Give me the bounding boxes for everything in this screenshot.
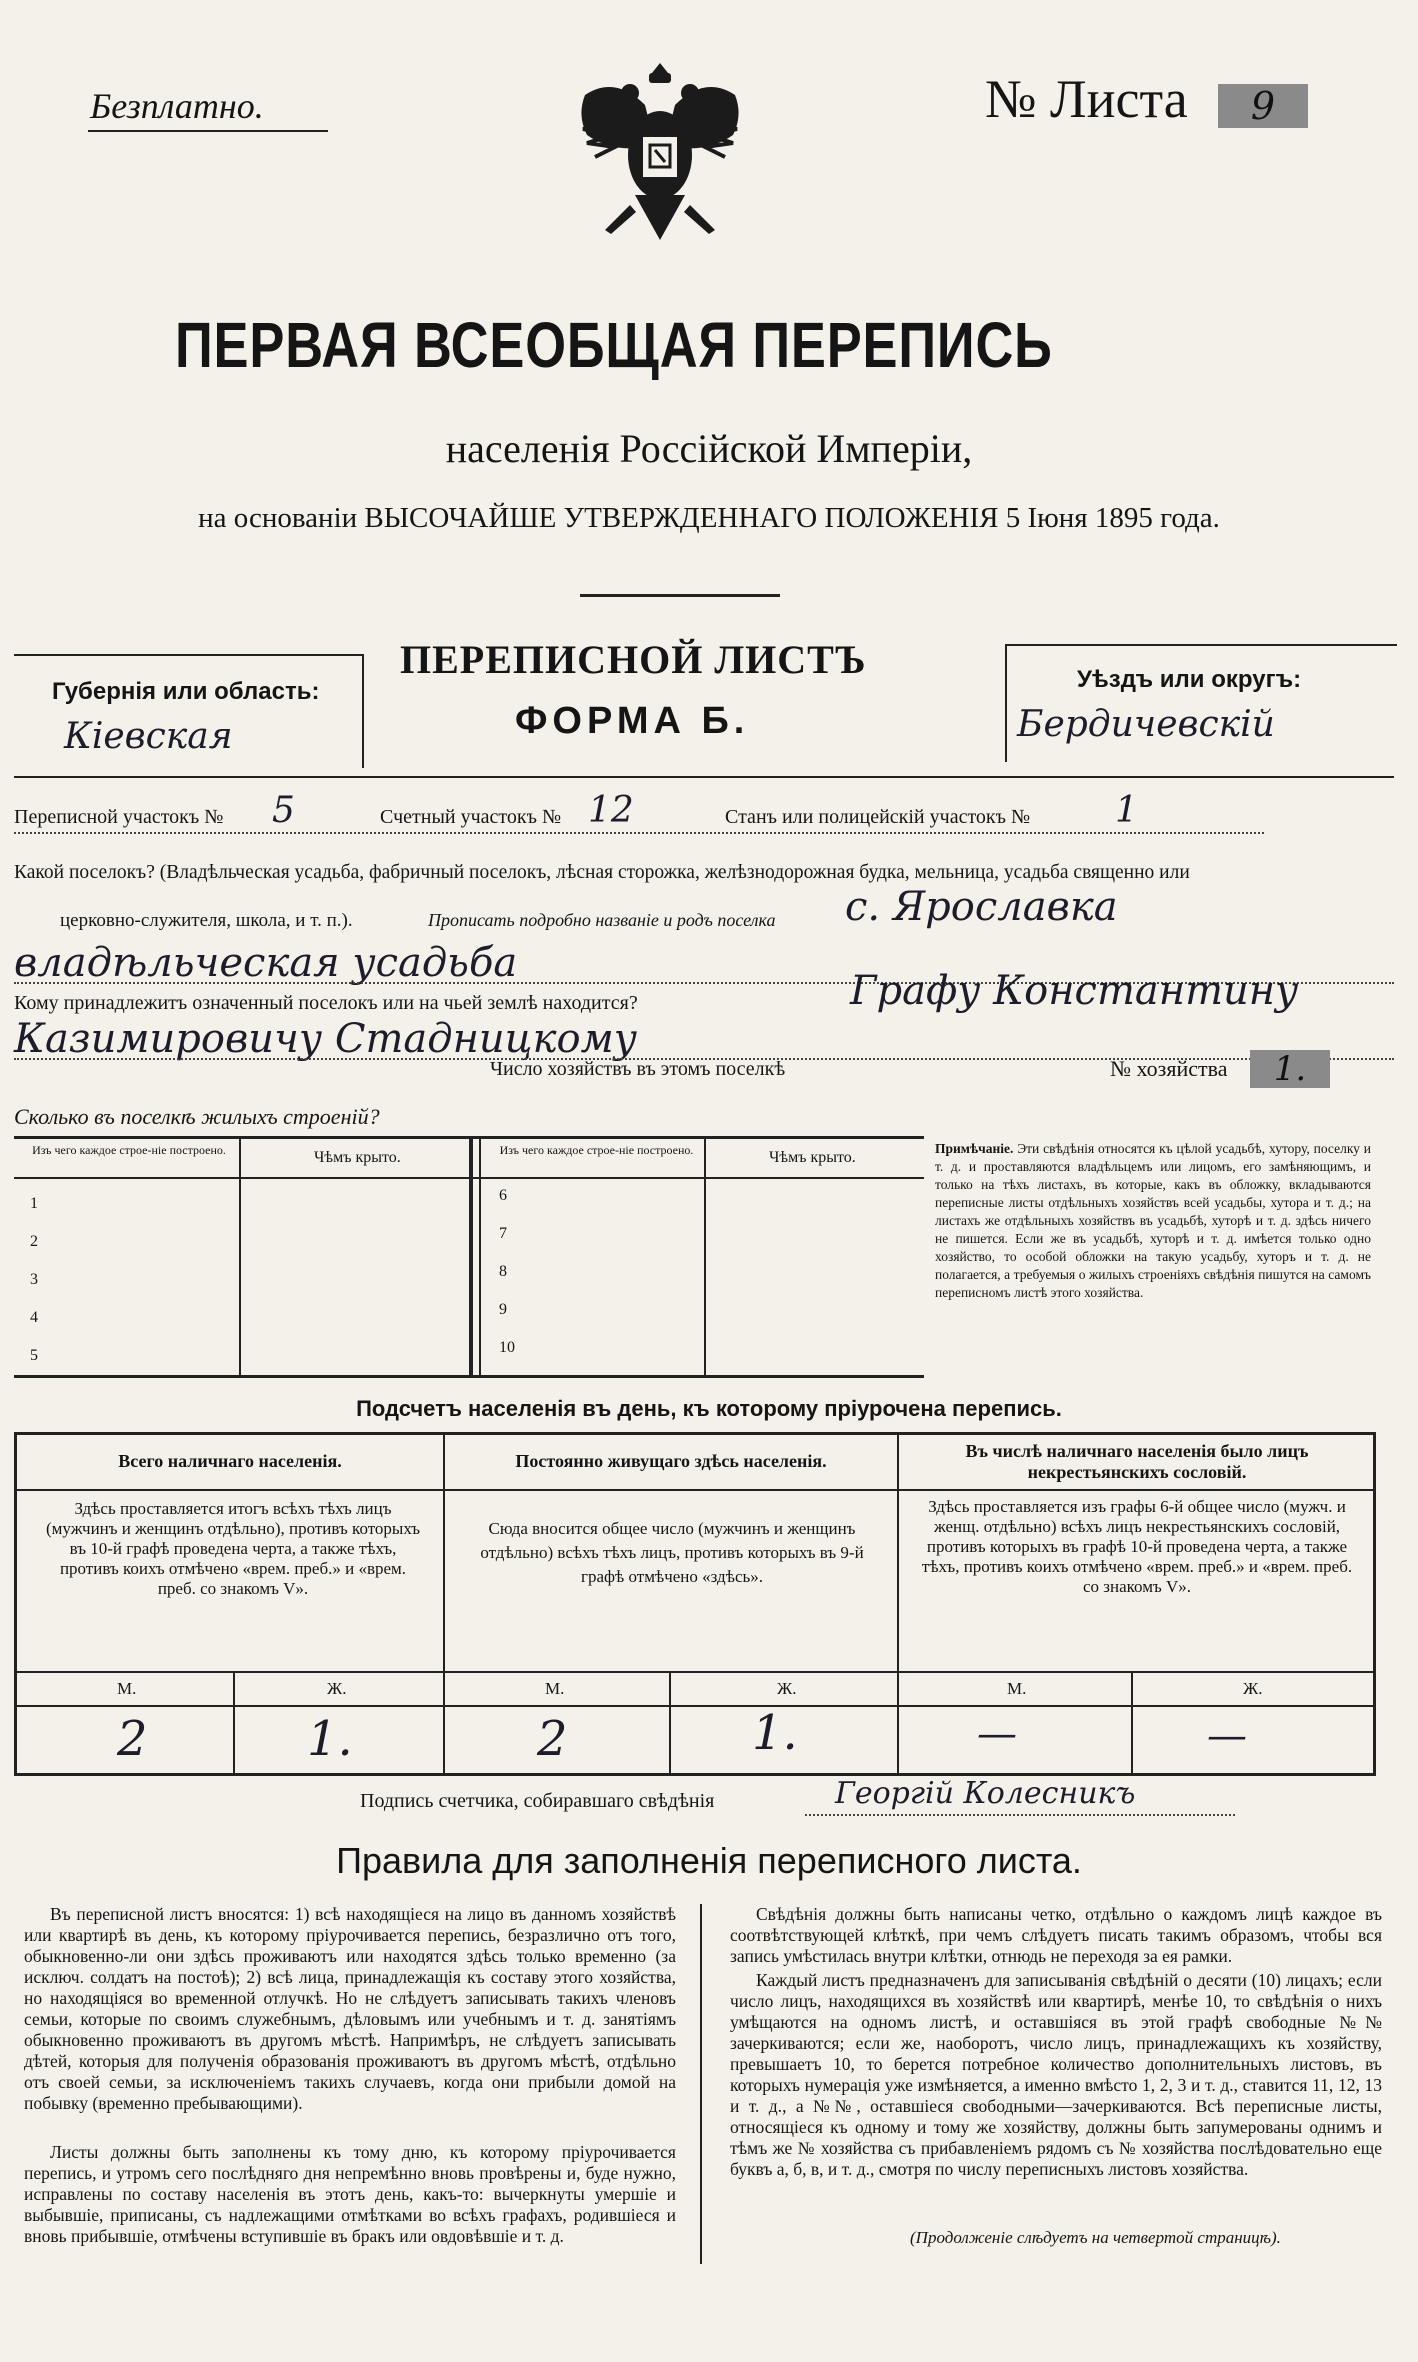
district-label: Уѣздъ или округъ: <box>1077 666 1302 693</box>
buildings-row-number: 2 <box>30 1233 38 1250</box>
count-col-nonpeasant-text: Здѣсь проставляется изъ графы 6-й общее число (мужч. и женщ. отдѣльно) всѣхъ лицъ некрестьянскихъ сословій, противъ которыхъ въ графѣ 10-й проведена черта, а также тѣхъ, противъ коихъ отмѣчено «врем. преб.» и «врем. преб. со знакомъ V». <box>921 1497 1353 1596</box>
double-headed-eagle-emblem-icon <box>575 55 745 255</box>
sheet-number-value: 9 <box>1218 84 1308 128</box>
document-subtitle: населенія Россійской Имперіи, <box>445 426 973 471</box>
sheet-number-label: № Листа <box>985 69 1188 129</box>
buildings-row-number: 1 <box>30 1195 38 1212</box>
district-box <box>1005 644 1397 762</box>
note-title: Примѣчаніе. <box>935 1141 1014 1156</box>
dotted-line <box>14 832 1264 834</box>
buildings-row-number: 3 <box>30 1271 38 1288</box>
form-title: ПЕРЕПИСНОЙ ЛИСТЪ <box>400 637 867 682</box>
nonpeasant-female-value: — <box>1207 1713 1247 1759</box>
signature-line <box>805 1814 1235 1816</box>
total-male-value: 2 <box>117 1711 148 1767</box>
rules-title: Правила для заполненія переписного листа. <box>336 1840 1082 1881</box>
buildings-row-number: 9 <box>499 1301 507 1318</box>
buildings-col-roof: Чѣмъ крыто. <box>314 1149 401 1166</box>
divider <box>14 776 1394 778</box>
buildings-col-material: Изъ чего каждое строе-ніе построено. <box>499 1143 694 1157</box>
settlement-hint: Прописать подробно названіе и родъ поселка <box>428 910 776 930</box>
document-title: ПЕРВАЯ ВСЕОБЩАЯ ПЕРЕПИСЬ <box>175 309 1053 381</box>
camp-label: Станъ или полицейскій участокъ № <box>725 806 1031 828</box>
document-basis: на основаніи ВЫСОЧАЙШЕ УТВЕРЖДЕННАГО ПОЛОЖЕНІЯ 5 Іюня 1895 года. <box>198 502 1220 534</box>
female-header: Ж. <box>327 1679 347 1698</box>
female-header: Ж. <box>1243 1679 1263 1698</box>
resident-female-value: 1. <box>752 1705 798 1761</box>
count-col-total-text: Здѣсь проставляется итогъ всѣхъ тѣхъ лицъ (мужчинъ и женщинъ отдѣльно), противъ которыхъ въ 10-й графѣ проведена черта, а также тѣхъ, противъ коихъ отмѣчено «врем. преб.» и «врем. преб. со знакомъ V». <box>46 1499 420 1598</box>
buildings-table <box>14 1136 924 1378</box>
divider <box>580 594 780 597</box>
buildings-row-number: 7 <box>499 1225 507 1242</box>
owner-value-line1: Графу Константину <box>850 968 1299 1014</box>
male-header: М. <box>545 1679 565 1698</box>
nonpeasant-male-value: — <box>977 1711 1017 1757</box>
count-area-value: 12 <box>588 790 634 831</box>
settlement-question-cont: церковно-служителя, школа, и т. п.). <box>60 910 353 931</box>
total-female-value: 1. <box>307 1711 353 1767</box>
count-col-resident-text: Сюда вносится общее число (мужчинъ и женщинъ отдѣльно) всѣхъ тѣхъ лицъ, противъ которыхъ въ 9-й графѣ отмѣчено «здѣсь». <box>480 1519 864 1586</box>
female-header: Ж. <box>777 1679 797 1698</box>
note-block <box>935 1140 1371 1302</box>
signature-value: Георгiй Колесникъ <box>835 1776 1136 1811</box>
rules-right-paragraph-2: Каждый листъ предназначенъ для записыванія свѣдѣній о десяти (10) лицахъ; если число лицъ, находящихся въ хозяйствѣ или квартирѣ, менѣе 10, то свѣдѣнія о нихъ умѣщаются на одномъ листѣ, и оставшіяся въ этой графѣ свободные №№ зачеркиваются; если же, наоборотъ, число лицъ, принадлежащихъ къ хозяйству, превышаетъ 10, то берется потребное количество дополнительныхъ листовъ, въ которыхъ нумерація уже измѣняется, а именно вмѣсто 1, 2, 3 и т. д., ставится 11, 12, 13 и т. д., а №№, оставшіеся свободными—зачеркиваются. Всѣ переписные листы, относящіеся къ одному и тому же хозяйству, должны быть запумерованы однимъ и тѣмъ же № хозяйства съ прибавленіемъ рядомъ съ № хозяйства послѣдовательно еще буквъ а, б, в, и т. д., смотря по числу переписныхъ листовъ хозяйства. <box>730 1970 1382 2179</box>
province-box <box>14 654 364 768</box>
free-label: Безплатно. <box>90 86 264 126</box>
count-area-label: Счетный участокъ № <box>380 806 562 828</box>
count-table <box>14 1432 1376 1776</box>
district-value: Бердичевскiй <box>1017 704 1275 745</box>
buildings-question: Сколько въ поселкѣ жилыхъ строеній? <box>14 1104 380 1129</box>
count-col-resident-head: Постоянно живущаго здѣсь населенія. <box>515 1451 827 1471</box>
buildings-row-number: 8 <box>499 1263 507 1280</box>
count-col-nonpeasant-head: Въ числѣ наличнаго населенія было лицъ некрестьянскихъ сословій. <box>965 1441 1309 1482</box>
province-label: Губернія или область: <box>52 678 320 705</box>
rules-right-paragraph-1: Свѣдѣнія должны быть написаны четко, отдѣльно о каждомъ лицѣ каждое въ соотвѣтствующей клѣткѣ, при чемъ слѣдуетъ писать такимъ образомъ, чтобы вся запись умѣстилась внутри клѣтки, отнюдь не переходя за ея рамки. <box>730 1904 1382 1966</box>
rules-continued: (Продолженіе слѣдуетъ на четвертой страницѣ). <box>910 2228 1281 2247</box>
resident-male-value: 2 <box>537 1711 568 1767</box>
buildings-row-number: 4 <box>30 1309 38 1326</box>
rules-left-paragraph-2: Листы должны быть заполнены къ тому дню, къ которому пріурочивается перепись, и утромъ сего послѣдняго дня непремѣнно вновь провѣрены и, буде нужно, исправлены по составу населенія въ этотъ день, какъ-то: вычеркнуты умершіе и выбывшіе, приписаны, съ надлежащими отмѣтками во всѣхъ графахъ, родившіеся и вновь прибывшіе, отмѣчены вступившіе въ бракъ или овдовѣвшіе и т. д. <box>24 2142 676 2246</box>
settlement-question: Какой поселокъ? (Владѣльческая усадьба, фабричный поселокъ, лѣсная сторожка, желѣзнодорожная будка, мельница, усадьба священно или <box>14 862 1190 883</box>
province-value: Кiевская <box>64 716 233 757</box>
camp-value: 1 <box>1115 790 1138 831</box>
divider <box>88 130 328 132</box>
buildings-row-number: 10 <box>499 1339 515 1356</box>
buildings-row-number: 6 <box>499 1187 507 1204</box>
settlement-value-line2: владѣльческая усадьба <box>14 940 518 986</box>
note-text: Эти свѣдѣнія относятся къ цѣлой усадьбѣ, хутору, поселку и т. д. и проставляются владѣльцемъ или лицомъ, его замѣняющимъ, и только на тѣхъ листахъ, въ которые, какъ въ обложку, вкладываются переписные листы отдѣльныхъ хозяйствъ всей усадьбы, хутора и т. д.; на листахъ же отдѣльныхъ хозяйствъ въ усадьбѣ, хуторѣ и т. д. здѣсь ничего не пишется. Если же въ усадьбѣ, хуторѣ и т. д. имѣется только одно хозяйство, то особой обложки на такую усадьбу, хуторъ и т. д. не полагается, а требуемыя о жилыхъ строеніяхъ свѣдѣнія пишутся на самомъ переписномъ листѣ этого хозяйства. <box>935 1141 1372 1300</box>
census-area-label: Переписной участокъ № <box>14 806 224 828</box>
male-header: М. <box>1007 1679 1027 1698</box>
settlement-value-line1: с. Ярославка <box>845 884 1118 930</box>
buildings-row-number: 5 <box>30 1347 38 1364</box>
count-col-total-head: Всего наличнаго населенія. <box>118 1451 342 1471</box>
household-number-value: 1. <box>1250 1050 1330 1088</box>
rules-left-paragraph-1: Въ переписной листъ вносятся: 1) всѣ находящіеся на лицо въ данномъ хозяйствѣ или квартирѣ въ день, къ которому пріурочивается перепись, безразлично отъ того, обыкновенно-ли они здѣсь проживаютъ или находятся здѣсь только временно (за исключ. солдатъ на постоѣ); 2) всѣ лица, принадлежащія къ составу этого хозяйства, но находящіяся во временной отлучкѣ. Но не слѣдуетъ записывать такихъ членовъ семьи, которые по своимъ служебнымъ, дѣловымъ или учебнымъ и т. д. занятіямъ обыкновенно проживаютъ въ другомъ мѣстѣ. Напримѣръ, не слѣдуетъ записывать дѣтей, которыя для полученія образованія проживаютъ въ другомъ мѣстѣ, отдѣльно отъ своей семьи, за исключеніемъ такихъ случаевъ, когда они прибыли домой на побывку (временно пребывающими). <box>24 1904 676 2113</box>
owner-question: Кому принадлежитъ означенный поселокъ или на чьей землѣ находится? <box>14 992 638 1014</box>
male-header: М. <box>117 1679 137 1698</box>
buildings-col-material: Изъ чего каждое строе-ніе построено. <box>32 1143 226 1157</box>
column-divider <box>700 1904 702 2264</box>
owner-value-line2: Казимировичу Стадницкому <box>14 1016 637 1062</box>
buildings-col-roof: Чѣмъ крыто. <box>769 1149 856 1166</box>
census-area-value: 5 <box>272 790 295 831</box>
form-name: ФОРМА Б. <box>515 700 750 742</box>
households-label: Число хозяйствъ въ этомъ поселкѣ <box>490 1058 786 1080</box>
signature-label: Подпись счетчика, собиравшаго свѣдѣнія <box>360 1790 715 1812</box>
count-heading: Подсчетъ населенія въ день, къ которому пріурочена перепись. <box>356 1396 1062 1421</box>
household-number-label: № хозяйства <box>1110 1056 1228 1081</box>
